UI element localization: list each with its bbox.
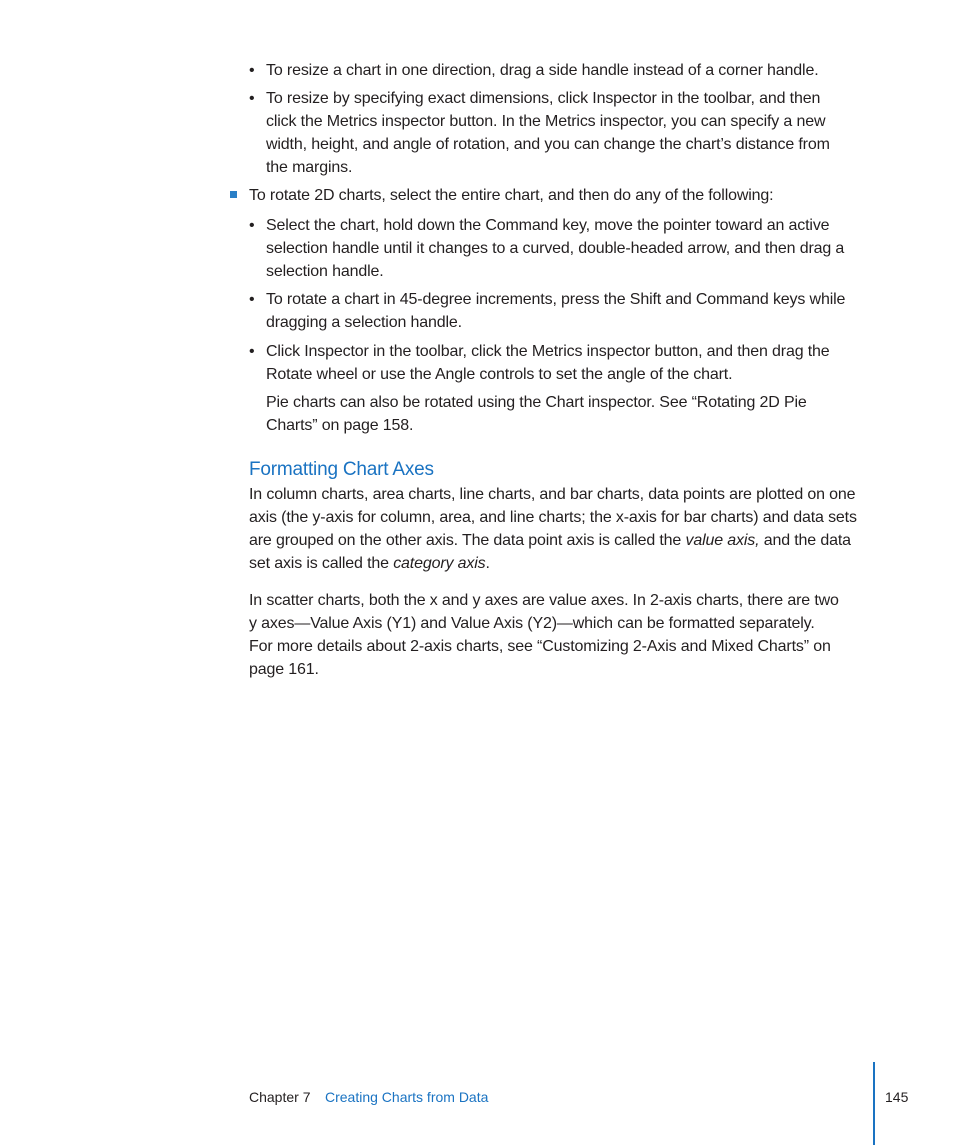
text-line: axis (the y-axis for column, area, and line charts; the x-axis for bar charts) and data sets: [249, 509, 857, 526]
text-line: dragging a selection handle.: [266, 314, 462, 331]
text-line: y axes—Value Axis (Y1) and Value Axis (Y2)—which can be formatted separately.: [249, 615, 815, 632]
text-line: To rotate a chart in 45-degree increments, press the Shift and Command keys while: [266, 291, 846, 308]
bullet-resize-exact: [266, 87, 830, 179]
bullet-resize-one-direction: [266, 59, 819, 82]
square-bullet-icon: [230, 191, 237, 198]
text-line: Charts” on page 158.: [266, 417, 414, 434]
bullet-dot: •: [249, 291, 255, 308]
text-run: set axis is called the: [249, 555, 394, 572]
text-run: .: [485, 555, 490, 572]
footer-chapter: Chapter 7: [249, 1089, 311, 1105]
text-line: Click Inspector in the toolbar, click the Metrics inspector button, and then drag the: [266, 343, 830, 360]
text-line: page 161.: [249, 661, 319, 678]
bullet-command-drag: [266, 214, 844, 283]
text-line: [249, 529, 857, 552]
pie-chart-note: [266, 391, 807, 437]
section-heading: Formatting Chart Axes: [249, 459, 434, 480]
text-line: In scatter charts, both the x and y axes are value axes. In 2-axis charts, there are two: [249, 592, 839, 609]
scatter-paragraph: [249, 589, 839, 681]
text-line: For more details about 2-axis charts, see “Customizing 2-Axis and Mixed Charts” on: [249, 638, 831, 655]
text-line: the margins.: [266, 159, 353, 176]
text-line: To rotate 2D charts, select the entire chart, and then do any of the following:: [249, 187, 774, 204]
axes-paragraph: [249, 483, 857, 575]
text-line: To resize by specifying exact dimensions, click Inspector in the toolbar, and then: [266, 90, 821, 107]
text-line: To resize a chart in one direction, drag a side handle instead of a corner handle.: [266, 62, 819, 79]
bullet-dot: •: [249, 90, 255, 107]
text-line: Select the chart, hold down the Command key, move the pointer toward an active: [266, 217, 830, 234]
term-value-axis: value axis,: [685, 532, 760, 549]
term-category-axis: category axis: [393, 555, 486, 572]
text-line: Rotate wheel or use the Angle controls to set the angle of the chart.: [266, 366, 733, 383]
text-line: width, height, and angle of rotation, and you can change the chart’s distance from: [266, 136, 830, 153]
text-line: click the Metrics inspector button. In the Metrics inspector, you can specify a new: [266, 113, 826, 130]
footer-divider: [873, 1062, 875, 1145]
footer-chapter-title: Creating Charts from Data: [325, 1089, 489, 1105]
rotate-2d-item: [249, 184, 773, 207]
text-line: In column charts, area charts, line charts, and bar charts, data points are plotted on one: [249, 486, 856, 503]
page-number: 145: [885, 1089, 909, 1105]
bullet-dot: •: [249, 62, 255, 79]
text-line: Pie charts can also be rotated using the Chart inspector. See “Rotating 2D Pie: [266, 394, 807, 411]
text-line: [249, 552, 857, 575]
bullet-dot: •: [249, 343, 255, 360]
bullet-dot: •: [249, 217, 255, 234]
text-run: and the data: [759, 532, 851, 549]
bullet-45-degree: [266, 288, 845, 334]
text-line: selection handle.: [266, 263, 384, 280]
text-line: selection handle until it changes to a curved, double-headed arrow, and then drag a: [266, 240, 845, 257]
bullet-inspector-rotate: [266, 340, 830, 386]
text-run: are grouped on the other axis. The data point axis is called the: [249, 532, 686, 549]
